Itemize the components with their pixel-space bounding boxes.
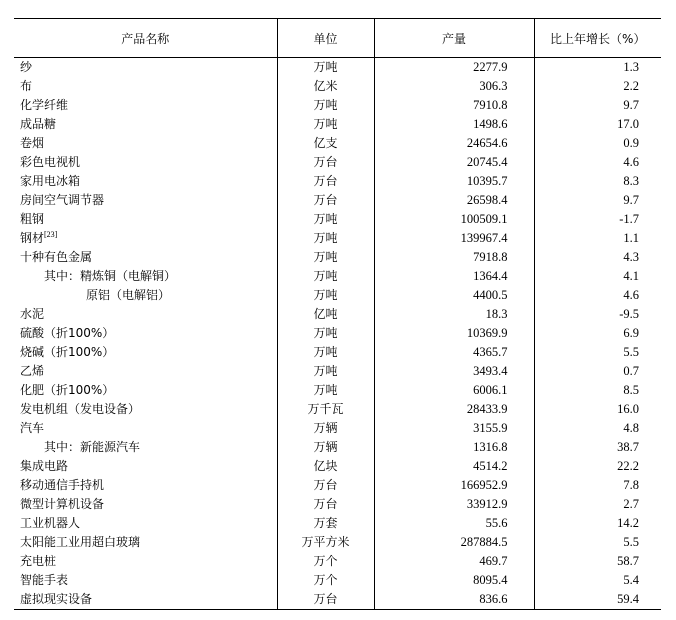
product-name-cell: [14, 210, 277, 229]
product-name: 硫酸（折100%）: [20, 326, 115, 340]
growth-cell: 6.9: [534, 324, 661, 343]
output-cell: 3155.9: [374, 419, 534, 438]
table-row: [14, 343, 661, 362]
product-name: 智能手表: [20, 573, 69, 587]
growth-cell: 4.3: [534, 248, 661, 267]
product-name: 房间空气调节器: [20, 193, 105, 207]
product-name: 十种有色金属: [20, 250, 93, 264]
product-name: 汽车: [20, 421, 45, 435]
output-cell: 26598.4: [374, 191, 534, 210]
table-row: [14, 324, 661, 343]
table-row: [14, 286, 661, 305]
table-header: [14, 19, 661, 58]
unit-cell: 万吨: [277, 96, 374, 115]
product-name: 原铝（电解铝）: [86, 288, 171, 302]
product-name-cell: [14, 286, 277, 305]
output-cell: 8095.4: [374, 571, 534, 590]
growth-cell: 59.4: [534, 590, 661, 610]
table-row: [14, 305, 661, 324]
growth-cell: 4.6: [534, 153, 661, 172]
header-product-name: 产品名称: [14, 19, 277, 58]
product-name: 布: [20, 79, 33, 93]
product-name-cell: [14, 172, 277, 191]
product-name-cell: [14, 457, 277, 476]
table-row: [14, 381, 661, 400]
product-name-cell: [14, 514, 277, 533]
output-cell: 2277.9: [374, 58, 534, 78]
output-cell: 10395.7: [374, 172, 534, 191]
product-name-cell: [14, 267, 277, 286]
growth-cell: 4.6: [534, 286, 661, 305]
product-name-cell: [14, 590, 277, 610]
product-name: 发电机组（发电设备）: [20, 402, 141, 416]
output-cell: 1498.6: [374, 115, 534, 134]
growth-cell: 16.0: [534, 400, 661, 419]
unit-cell: 万台: [277, 476, 374, 495]
growth-cell: 22.2: [534, 457, 661, 476]
output-cell: 24654.6: [374, 134, 534, 153]
unit-cell: 万台: [277, 191, 374, 210]
product-name-cell: [14, 115, 277, 134]
product-name-cell: [14, 533, 277, 552]
product-name-cell: [14, 362, 277, 381]
table-row: [14, 457, 661, 476]
growth-cell: 8.3: [534, 172, 661, 191]
header-row: [14, 19, 661, 58]
growth-cell: 1.1: [534, 229, 661, 248]
unit-cell: 亿米: [277, 77, 374, 96]
product-name-cell: [14, 400, 277, 419]
product-name: 化学纤维: [20, 98, 69, 112]
output-cell: 18.3: [374, 305, 534, 324]
product-name-cell: [14, 248, 277, 267]
unit-cell: 万台: [277, 153, 374, 172]
product-name: 工业机器人: [20, 516, 81, 530]
table-row: [14, 77, 661, 96]
product-name: 卷烟: [20, 136, 45, 150]
product-name-cell: [14, 476, 277, 495]
output-cell: 1364.4: [374, 267, 534, 286]
product-name: 乙烯: [20, 364, 45, 378]
table-row: [14, 134, 661, 153]
growth-cell: 0.9: [534, 134, 661, 153]
unit-cell: 万平方米: [277, 533, 374, 552]
output-cell: 4514.2: [374, 457, 534, 476]
table-body: [14, 58, 661, 610]
table-row: [14, 495, 661, 514]
output-cell: 100509.1: [374, 210, 534, 229]
unit-cell: 万吨: [277, 229, 374, 248]
product-name: 集成电路: [20, 459, 69, 473]
growth-cell: 5.5: [534, 533, 661, 552]
unit-cell: 万个: [277, 552, 374, 571]
product-name: 水泥: [20, 307, 45, 321]
output-cell: 55.6: [374, 514, 534, 533]
growth-cell: 2.2: [534, 77, 661, 96]
output-cell: 469.7: [374, 552, 534, 571]
unit-cell: 万台: [277, 590, 374, 610]
output-cell: 6006.1: [374, 381, 534, 400]
product-name-cell: [14, 381, 277, 400]
unit-cell: 万台: [277, 495, 374, 514]
product-name-cell: [14, 77, 277, 96]
product-name-cell: [14, 134, 277, 153]
product-name: 纱: [20, 60, 33, 74]
table-row: [14, 514, 661, 533]
footnote-ref: [23]: [44, 230, 58, 239]
table-row: [14, 153, 661, 172]
product-name: 钢材: [20, 231, 45, 245]
table-row: [14, 115, 661, 134]
output-cell: 33912.9: [374, 495, 534, 514]
unit-cell: 万个: [277, 571, 374, 590]
product-name: 其中：新能源汽车: [44, 440, 141, 454]
output-cell: 139967.4: [374, 229, 534, 248]
product-name-cell: [14, 552, 277, 571]
output-cell: 28433.9: [374, 400, 534, 419]
product-name-cell: [14, 58, 277, 78]
product-name-cell: [14, 191, 277, 210]
output-cell: 166952.9: [374, 476, 534, 495]
header-output: 产量: [374, 19, 534, 58]
unit-cell: 万辆: [277, 419, 374, 438]
unit-cell: 亿支: [277, 134, 374, 153]
product-name: 化肥（折100%）: [20, 383, 115, 397]
unit-cell: 万吨: [277, 210, 374, 229]
unit-cell: 万吨: [277, 324, 374, 343]
unit-cell: 万吨: [277, 58, 374, 78]
unit-cell: 万千瓦: [277, 400, 374, 419]
table-row: [14, 571, 661, 590]
header-unit: 单位: [277, 19, 374, 58]
output-cell: 4365.7: [374, 343, 534, 362]
table-row: [14, 172, 661, 191]
unit-cell: 万吨: [277, 343, 374, 362]
growth-cell: -9.5: [534, 305, 661, 324]
table-row: [14, 210, 661, 229]
product-name: 家用电冰箱: [20, 174, 81, 188]
table-row: [14, 533, 661, 552]
output-cell: 306.3: [374, 77, 534, 96]
growth-cell: 14.2: [534, 514, 661, 533]
unit-cell: 亿吨: [277, 305, 374, 324]
table-row: [14, 438, 661, 457]
unit-cell: 万吨: [277, 362, 374, 381]
growth-cell: 0.7: [534, 362, 661, 381]
output-cell: 3493.4: [374, 362, 534, 381]
product-name: 太阳能工业用超白玻璃: [20, 535, 141, 549]
growth-cell: 8.5: [534, 381, 661, 400]
product-name: 粗钢: [20, 212, 45, 226]
output-cell: 10369.9: [374, 324, 534, 343]
output-cell: 287884.5: [374, 533, 534, 552]
table-row: [14, 362, 661, 381]
product-name-cell: [14, 419, 277, 438]
unit-cell: 万吨: [277, 267, 374, 286]
growth-cell: 38.7: [534, 438, 661, 457]
output-cell: 7918.8: [374, 248, 534, 267]
growth-cell: 5.4: [534, 571, 661, 590]
unit-cell: 万吨: [277, 115, 374, 134]
product-name: 其中：精炼铜（电解铜）: [44, 269, 177, 283]
product-name: 移动通信手持机: [20, 478, 105, 492]
product-name-cell: [14, 324, 277, 343]
product-name: 充电桩: [20, 554, 57, 568]
table-row: [14, 96, 661, 115]
growth-cell: 9.7: [534, 96, 661, 115]
table-row: [14, 590, 661, 610]
output-cell: 4400.5: [374, 286, 534, 305]
table-row: [14, 400, 661, 419]
product-name: 烧碱（折100%）: [20, 345, 115, 359]
table-row: [14, 552, 661, 571]
product-name-cell: [14, 305, 277, 324]
table-row: [14, 248, 661, 267]
product-name-cell: [14, 229, 277, 248]
growth-cell: 4.8: [534, 419, 661, 438]
growth-cell: 5.5: [534, 343, 661, 362]
growth-cell: -1.7: [534, 210, 661, 229]
growth-cell: 1.3: [534, 58, 661, 78]
product-name-cell: [14, 571, 277, 590]
product-name-cell: [14, 343, 277, 362]
growth-cell: 17.0: [534, 115, 661, 134]
table-row: [14, 191, 661, 210]
growth-cell: 7.8: [534, 476, 661, 495]
growth-cell: 9.7: [534, 191, 661, 210]
production-table: [14, 18, 661, 610]
output-cell: 20745.4: [374, 153, 534, 172]
table-row: [14, 229, 661, 248]
unit-cell: 亿块: [277, 457, 374, 476]
table-row: [14, 476, 661, 495]
unit-cell: 万台: [277, 172, 374, 191]
output-cell: 1316.8: [374, 438, 534, 457]
product-name: 成品糖: [20, 117, 57, 131]
product-name-cell: [14, 438, 277, 457]
growth-cell: 58.7: [534, 552, 661, 571]
product-name: 虚拟现实设备: [20, 592, 93, 606]
product-name: 彩色电视机: [20, 155, 81, 169]
growth-cell: 4.1: [534, 267, 661, 286]
table-row: [14, 267, 661, 286]
product-name-cell: [14, 495, 277, 514]
unit-cell: 万吨: [277, 286, 374, 305]
output-cell: 836.6: [374, 590, 534, 610]
product-name-cell: [14, 96, 277, 115]
table-row: [14, 419, 661, 438]
product-name: 微型计算机设备: [20, 497, 105, 511]
unit-cell: 万吨: [277, 248, 374, 267]
header-growth: 比上年增长（%）: [534, 19, 661, 58]
product-name-cell: [14, 153, 277, 172]
growth-cell: 2.7: [534, 495, 661, 514]
output-cell: 7910.8: [374, 96, 534, 115]
table-row: [14, 58, 661, 78]
unit-cell: 万套: [277, 514, 374, 533]
unit-cell: 万吨: [277, 381, 374, 400]
unit-cell: 万辆: [277, 438, 374, 457]
